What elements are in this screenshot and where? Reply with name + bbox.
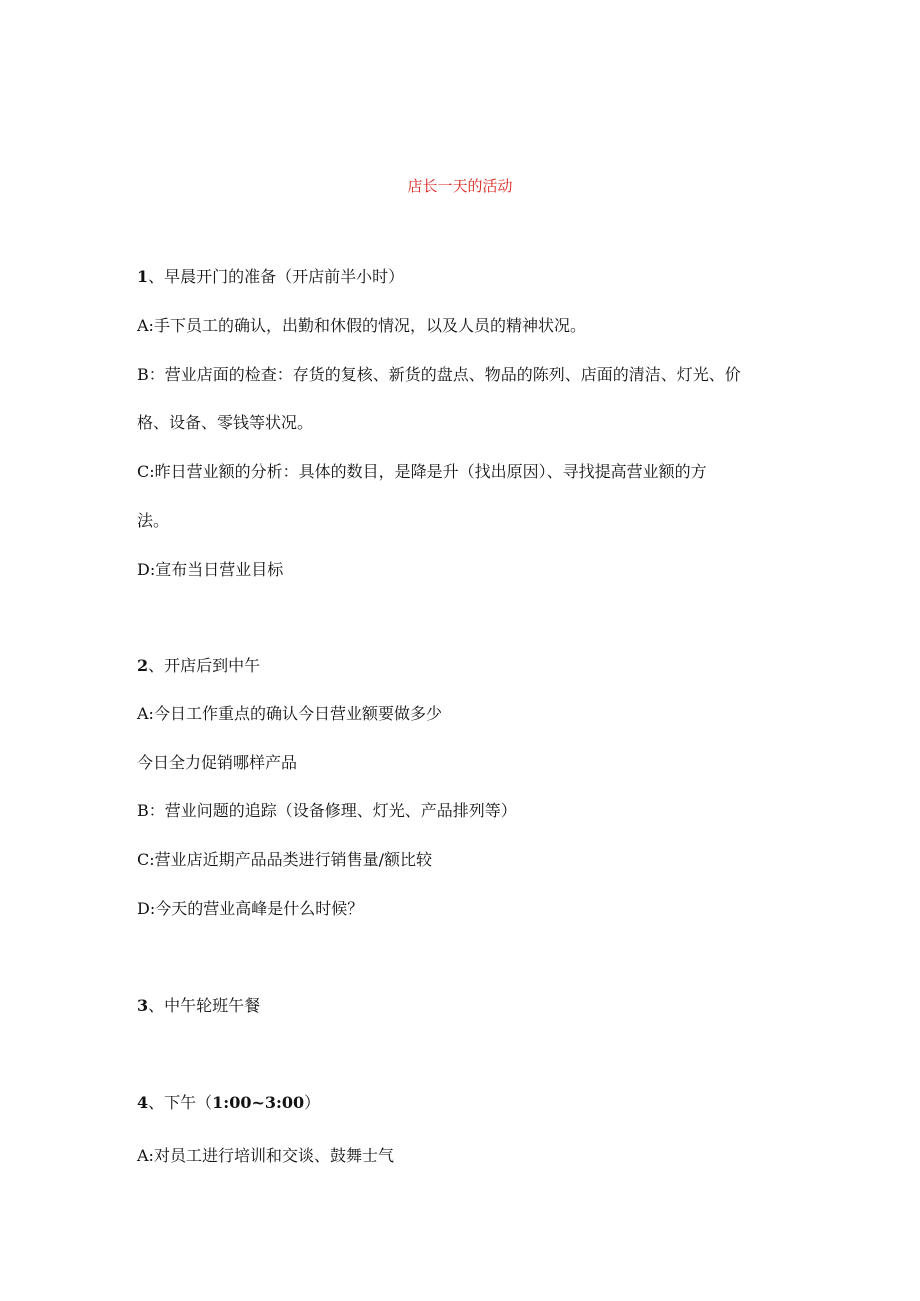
item-label: C: [137,462,155,481]
item-text: 宣布当日营业目标 [155,560,284,579]
section-number: 3 [137,996,149,1015]
section-3-heading [137,993,797,1019]
section-number: 1 [137,267,149,286]
item-text: 昨日营业额的分析：具体的数目，是降是升（找出原因）、寻找提高营业额的方 [154,462,707,481]
list-item [137,313,797,339]
item-label: D: [137,560,156,579]
item-label: A: [137,704,154,723]
section-heading-text: 、开店后到中午 [148,656,261,675]
section-4-heading [137,1090,797,1116]
item-label: C: [137,850,155,869]
list-item [137,798,797,824]
list-item-continuation: 格、设备、零钱等状况。 [137,413,314,432]
item-label: B： [137,365,165,384]
section-1-heading [137,264,797,290]
section-heading-prefix: 、下午（ [148,1093,213,1112]
section-heading-suffix: ） [304,1093,321,1112]
list-item [137,557,797,583]
item-label: A: [137,316,154,335]
item-text: 营业问题的追踪（设备修理、灯光、产品排列等） [164,801,517,820]
section-heading-time: 1:00~3:00 [212,1093,305,1112]
item-label: B： [137,801,165,820]
item-text: 营业店近期产品品类进行销售量/额比较 [154,850,433,869]
list-item-continuation: 今日全力促销哪样产品 [137,753,298,772]
list-item [137,896,797,922]
item-text: 营业店面的检查：存货的复核、新货的盘点、物品的陈列、店面的清洁、灯光、价 [164,365,741,384]
list-item [137,847,797,873]
item-text: 今日工作重点的确认今日营业额要做多少 [153,704,442,723]
document-title: 店长一天的活动 [407,177,513,195]
item-text: 手下员工的确认，出勤和休假的情况，以及人员的精神状况。 [153,316,586,335]
section-number: 4 [137,1093,149,1112]
list-item [137,459,797,485]
section-number: 2 [137,656,149,675]
list-item [137,701,797,727]
section-heading-text: 、早晨开门的准备（开店前半小时） [148,267,405,286]
item-label: D: [137,899,156,918]
section-2-heading [137,653,797,679]
item-text: 今天的营业高峰是什么时候？ [155,899,364,918]
section-heading-text: 、中午轮班午餐 [148,996,261,1015]
item-label: A: [137,1146,154,1165]
list-item-continuation: 法。 [137,511,170,530]
item-text: 对员工进行培训和交谈、鼓舞士气 [153,1146,394,1165]
list-item [137,362,797,388]
list-item [137,1143,797,1169]
